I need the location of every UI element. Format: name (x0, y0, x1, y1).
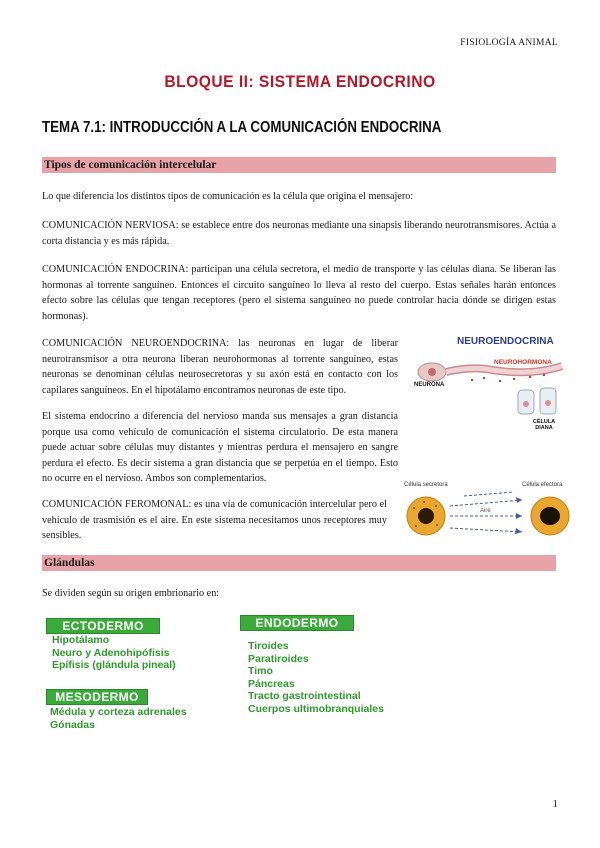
page-number: 1 (552, 798, 558, 810)
aire-label: Aire (480, 508, 491, 514)
endodermo-list (248, 640, 384, 715)
section-heading-tipos (42, 157, 556, 173)
paragraph-feromonal: COMUNICACIÓN FEROMONAL: es una vía de comunicación intercelular pero el vehículo de trasmisión es el aire. En este sistema necesitamos unos receptores muy sensibles. (42, 499, 387, 541)
intro-paragraph: Lo que diferencia los distintos tipos de comunicación es la célula que origina el mensajero: (42, 191, 414, 202)
celula-secretora-label: Célula secretora (404, 482, 448, 488)
neuroendocrine-diagram (412, 330, 572, 435)
section-heading-text: Glándulas (44, 557, 95, 569)
ectodermo-tag: ECTODERMO (46, 618, 160, 634)
paragraph-neuroendocrina: COMUNICACIÓN NEUROENDOCRINA: las neuronas en lugar de liberar neurotransmisor a otra neurona liberan neurohormonas al torrente sanguíneo, estas neuronas se denominan células neurosecretoras y su axón está en contacto con los capilares sanguíneos. En el hipotálamo encontramos neuronas de este tipo. (42, 338, 398, 396)
list-item: Epífisis (glándula pineal) (52, 659, 176, 671)
mesodermo-list (50, 706, 187, 731)
bloque-title: BLOQUE II: SISTEMA ENDOCRINO (164, 72, 436, 91)
paragraph-comparacion: El sistema endocrino a diferencia del nervioso manda sus mensajes a gran distancia porque usa como vehículo de comunicación el sistema circulatorio. De esta manera puede actuar sobre células muy distantes y mientras perdura el mensajero en sangre perdura el efecto. Es decir sistema a gran distancia que se perpetúa en el tiempo. Esto no ocurre en el nervioso. Ambos son complementarios. (42, 411, 398, 484)
celula-efectora-label: Célula efectora (522, 482, 563, 488)
section-heading-text: Tipos de comunicación intercelular (44, 159, 217, 171)
celula-diana-label: CÉLULA DIANA (532, 419, 556, 431)
list-item: Tracto gastrointestinal (248, 690, 361, 702)
list-item: Médula y corteza adrenales (50, 706, 187, 718)
list-item: Paratiroides (248, 652, 309, 665)
pheromonal-diagram (404, 478, 572, 546)
list-item: Cuerpos ultimobranquiales (248, 702, 384, 715)
paragraph-nerviosa: COMUNICACIÓN NERVIOSA: se establece entre dos neuronas mediante una sinapsis liberando neurotransmisores. Actúa a corta distancia y es más rápida. (42, 220, 556, 247)
paragraph-endocrina: COMUNICACIÓN ENDOCRINA: participan una célula secretora, el medio de transporte y las células diana. Se liberan las hormonas al torrente sanguíneo. Entonces el circuito sanguíneo lo lleva al resto del cuerpo. Estas señales harán entonces efecto sobre las células que tengan receptores (pero el sistema sanguíneo no puede controlar hacia dónde se dirigen estas hormonas). (42, 264, 556, 322)
list-item: Hipotálamo (52, 634, 110, 646)
list-item: Tiroides (248, 640, 289, 652)
ectodermo-list (52, 634, 176, 672)
glandulas-intro: Se dividen según su origen embrionario en: (42, 588, 220, 599)
list-item: Gónadas (50, 718, 95, 731)
endodermo-tag: ENDODERMO (240, 615, 354, 631)
neurona-label: NEURONA (414, 382, 445, 388)
neurohormona-label: NEUROHORMONA (494, 359, 552, 366)
diagram-title: NEUROENDOCRINA (457, 336, 554, 347)
list-item: Neuro y Adenohipófisis (52, 646, 170, 659)
list-item: Páncreas (248, 677, 295, 690)
tema-title: TEMA 7.1: INTRODUCCIÓN A LA COMUNICACIÓN ENDOCRINA (42, 119, 442, 136)
list-item: Timo (248, 665, 273, 677)
target-cells (518, 388, 556, 414)
document-header-subject: FISIOLOGÍA ANIMAL (460, 38, 558, 48)
mesodermo-tag: MESODERMO (46, 689, 148, 705)
section-heading-glandulas (42, 555, 556, 571)
